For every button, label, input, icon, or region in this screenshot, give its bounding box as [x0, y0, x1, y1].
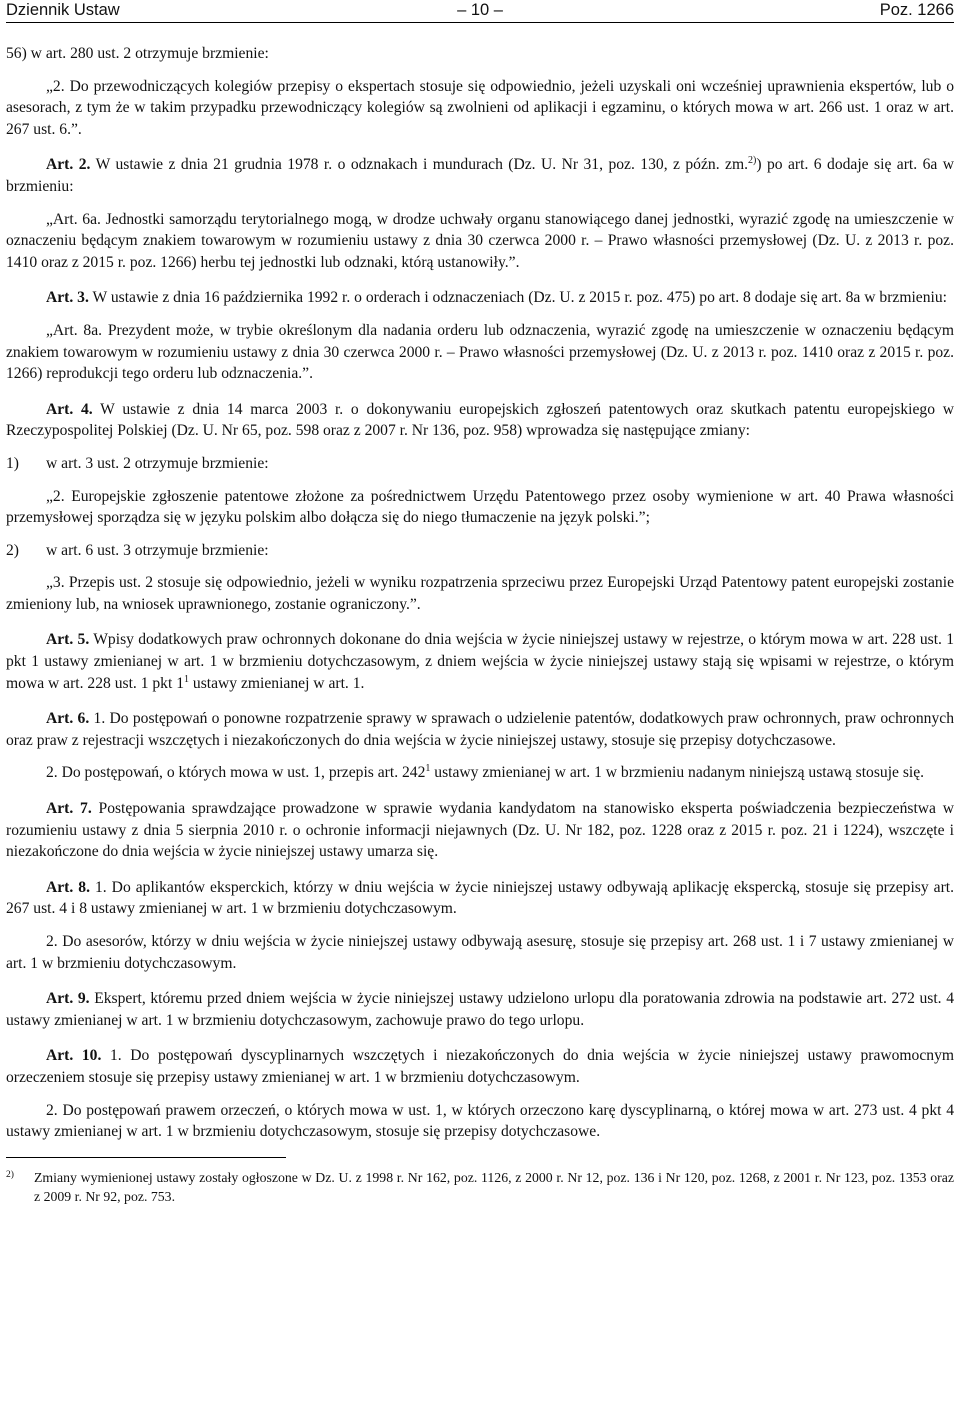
article-10-ust-2: 2. Do postępowań prawem orzeczeń, o których mowa w ust. 1, w których orzeczono karę dyscyplinarną, o której mowa w art. 273 ust. 4 pkt 4 ustawy zmienianej w art. 1 w brzmieniu dotychczasowym, stosuje się przepisy dotychczasowe.	[6, 1101, 954, 1141]
position-number: Poz. 1266	[879, 1, 954, 19]
article-2: Art. 2. W ustawie z dnia 21 grudnia 1978 r. o odznakach i mundurach (Dz. U. Nr 31, poz. 130, z późn. zm.$^{2)}$) po art. 6 dodaje się art. 6a w brzmieniu:	[6, 155, 955, 195]
list-item: 1) w art. 3 ust. 2 otrzymuje brzmienie:	[6, 454, 269, 472]
document-page	[6, 0, 954, 1207]
quote-art-3-ust-2: „2. Europejskie zgłoszenie patentowe złożone za pośrednictwem Urzędu Patentowego przez osoby wymienione w art. 40 Prawa własności przemysłowej sporządza się w języku polskim albo dołącza się do niego tłumaczenie na język polski.”;	[6, 487, 954, 527]
journal-title: Dziennik Ustaw	[6, 1, 120, 19]
page-header	[6, 0, 954, 23]
article-3: Art. 3. W ustawie z dnia 16 października 1992 r. o orderach i odznaczeniach (Dz. U. z 2015 r. poz. 475) po art. 8 dodaje się art. 8a w brzmieniu:	[46, 289, 947, 307]
item-56: 56) w art. 280 ust. 2 otrzymuje brzmienie:	[6, 45, 269, 62]
quote-art-6-ust-3: „3. Przepis ust. 2 stosuje się odpowiednio, jeżeli w wyniku rozpatrzenia sprzeciwu przez Europejski Urząd Patentowy patent europejski zostanie zmieniony lub, na wniosek uprawnionego, zostanie ograniczony.”.	[6, 574, 954, 613]
quote-art-8a: „Art. 8a. Prezydent może, w trybie określonym dla nadania orderu lub odznaczenia, wyrazić zgodę na umieszczenie w oznaczeniu będącym znakiem towarowym w rozumieniu ustawy z dnia 30 czerwca 2000 r. – Prawo własności przemysłowej (Dz. U. z 2013 r. poz. 1410 oraz z 2015 r. poz. 1266) reprodukcji tego orderu lub odznaczenia.”.	[6, 321, 954, 383]
article-7: Art. 7. Postępowania sprawdzające prowadzone w sprawie wydania kandydatom na stanowisko eksperta poświadczenia bezpieczeństwa w rozumieniu ustawy z dnia 5 sierpnia 2010 r. o ochronie informacji niejawnych (Dz. U. Nr 182, poz. 1228 oraz z 2015 r. poz. 21 i 1224), wszczęte i niezakończone do dnia wejścia w życie niniejszej ustawy umarza się.	[6, 800, 954, 861]
page-number: – 10 –	[457, 1, 503, 19]
article-label: Art. 9.	[46, 990, 90, 1008]
footnote-divider	[6, 1157, 286, 1158]
article-label: Art. 10.	[46, 1047, 102, 1065]
article-8-ust-2: 2. Do asesorów, którzy w dniu wejścia w życie niniejszej ustawy odbywają asesurę, stosuje się przepisy art. 268 ust. 1 i 7 ustawy zmienianej w art. 1 w brzmieniu dotychczasowym.	[6, 933, 954, 972]
footnote-ref: 2)	[748, 155, 757, 167]
article-6-ust-2: 2. Do postępowań, o których mowa w ust. 1, przepis art. $242^1$ ustawy zmienianej w art. 1 w brzmieniu nadanym niniejszą ustawą stosuje się.	[46, 763, 925, 782]
article-5: Art. 5. Wpisy dodatkowych praw ochronnych dokonane do dnia wejścia w życie niniejszej ustawy w rejestrze, o którym mowa w art. 228 ust. 1 pkt 1 ustawy zmienianej w art. 1 w brzmieniu dotychczasowym, z dniem wejścia w życie niniejszej ustawy stają się wpisami w rejestrze, o którym mowa w art. 228 ust. 1 pkt $1^1$ ustawy zmienianej w art. 1.	[6, 631, 954, 692]
article-label: Art. 2.	[46, 156, 91, 174]
article-4: Art. 4. W ustawie z dnia 14 marca 2003 r. o dokonywaniu europejskich zgłoszeń patentowych oraz skutkach patentu europejskiego w Rzeczypospolitej Polskiej (Dz. U. Nr 65, poz. 598 oraz z 2007 r. Nr 136, poz. 958) wprowadza się następujące zmiany:	[6, 400, 954, 440]
article-9: Art. 9. Ekspert, któremu przed dniem wejścia w życie niniejszej ustawy udzielono urlopu dla poratowania zdrowia na podstawie art. 272 ust. 4 ustawy zmienianej w art. 1 w brzmieniu dotychczasowym, zachowuje prawo do tego urlopu.	[6, 990, 954, 1029]
article-label: Art. 3.	[46, 289, 89, 307]
article-label: Art. 4.	[46, 400, 93, 418]
article-6: Art. 6. 1. Do postępowań o ponowne rozpatrzenie sprawy w sprawach o udzielenie patentów, dodatkowych praw ochronnych, praw ochronnych oraz praw z rejestracji wszczętych i niezakończonych do dnia wejścia w życie niniejszej ustawy, stosuje się przepisy dotychczasowe.	[6, 710, 954, 749]
article-label: Art. 6.	[46, 710, 90, 728]
document-body	[6, 23, 954, 1207]
article-label: Art. 5.	[46, 631, 90, 649]
article-10: Art. 10. 1. Do postępowań dyscyplinarnych wszczętych i niezakończonych do dnia wejścia w życie niniejszej ustawy prawomocnym orzeczeniem stosuje się przepisy ustawy zmienianej w art. 1 w brzmieniu dotychczasowym.	[6, 1047, 954, 1086]
quote-art-6a: „Art. 6a. Jednostki samorządu terytorialnego mogą, w drodze uchwały organu stanowiącego danej jednostki, wyrazić zgodę na umieszczenie w oznaczeniu będącym znakiem towarowym w rozumieniu ustawy z dnia 30 czerwca 2000 r. – Prawo własności przemysłowej (Dz. U. z 2013 r. poz. 1410 oraz z 2015 r. poz. 1266) herbu tej jednostki lub odznaki, którą ustanowiły.”.	[6, 210, 954, 271]
footnote	[6, 1168, 954, 1207]
article-label: Art. 8.	[46, 878, 90, 896]
list-item: 2) w art. 6 ust. 3 otrzymuje brzmienie:	[6, 541, 269, 559]
article-8: Art. 8. 1. Do aplikantów eksperckich, którzy w dniu wejścia w życie niniejszej ustawy odbywają aplikację ekspercką, stosuje się przepisy art. 267 ust. 4 i 8 ustawy zmienianej w art. 1 w brzmieniu dotychczasowym.	[6, 878, 955, 918]
footnote-text: Zmiany wymienionej ustawy zostały ogłoszone w Dz. U. z 1998 r. Nr 162, poz. 1126, z 2000 r. Nr 12, poz. 136 i Nr 120, poz. 1268, z 2001 r. Nr 123, poz. 1353 oraz z 2009 r. Nr 92, poz. 753.	[34, 1169, 954, 1205]
footnote-number: 2)	[6, 1169, 14, 1180]
article-label: Art. 7.	[46, 800, 92, 818]
quote-art-280: „2. Do przewodniczących kolegiów przepisy o ekspertach stosuje się odpowiednio, jeżeli uzyskali oni wcześniej uprawnienia ekspertów, lub o asesorach, z tym że w takim przypadku przewodniczący kolegiów są zwolnieni od aplikacji i egzaminu, o których mowa w art. 266 ust. 1 oraz w art. 267 ust. 6.”.	[6, 77, 954, 138]
